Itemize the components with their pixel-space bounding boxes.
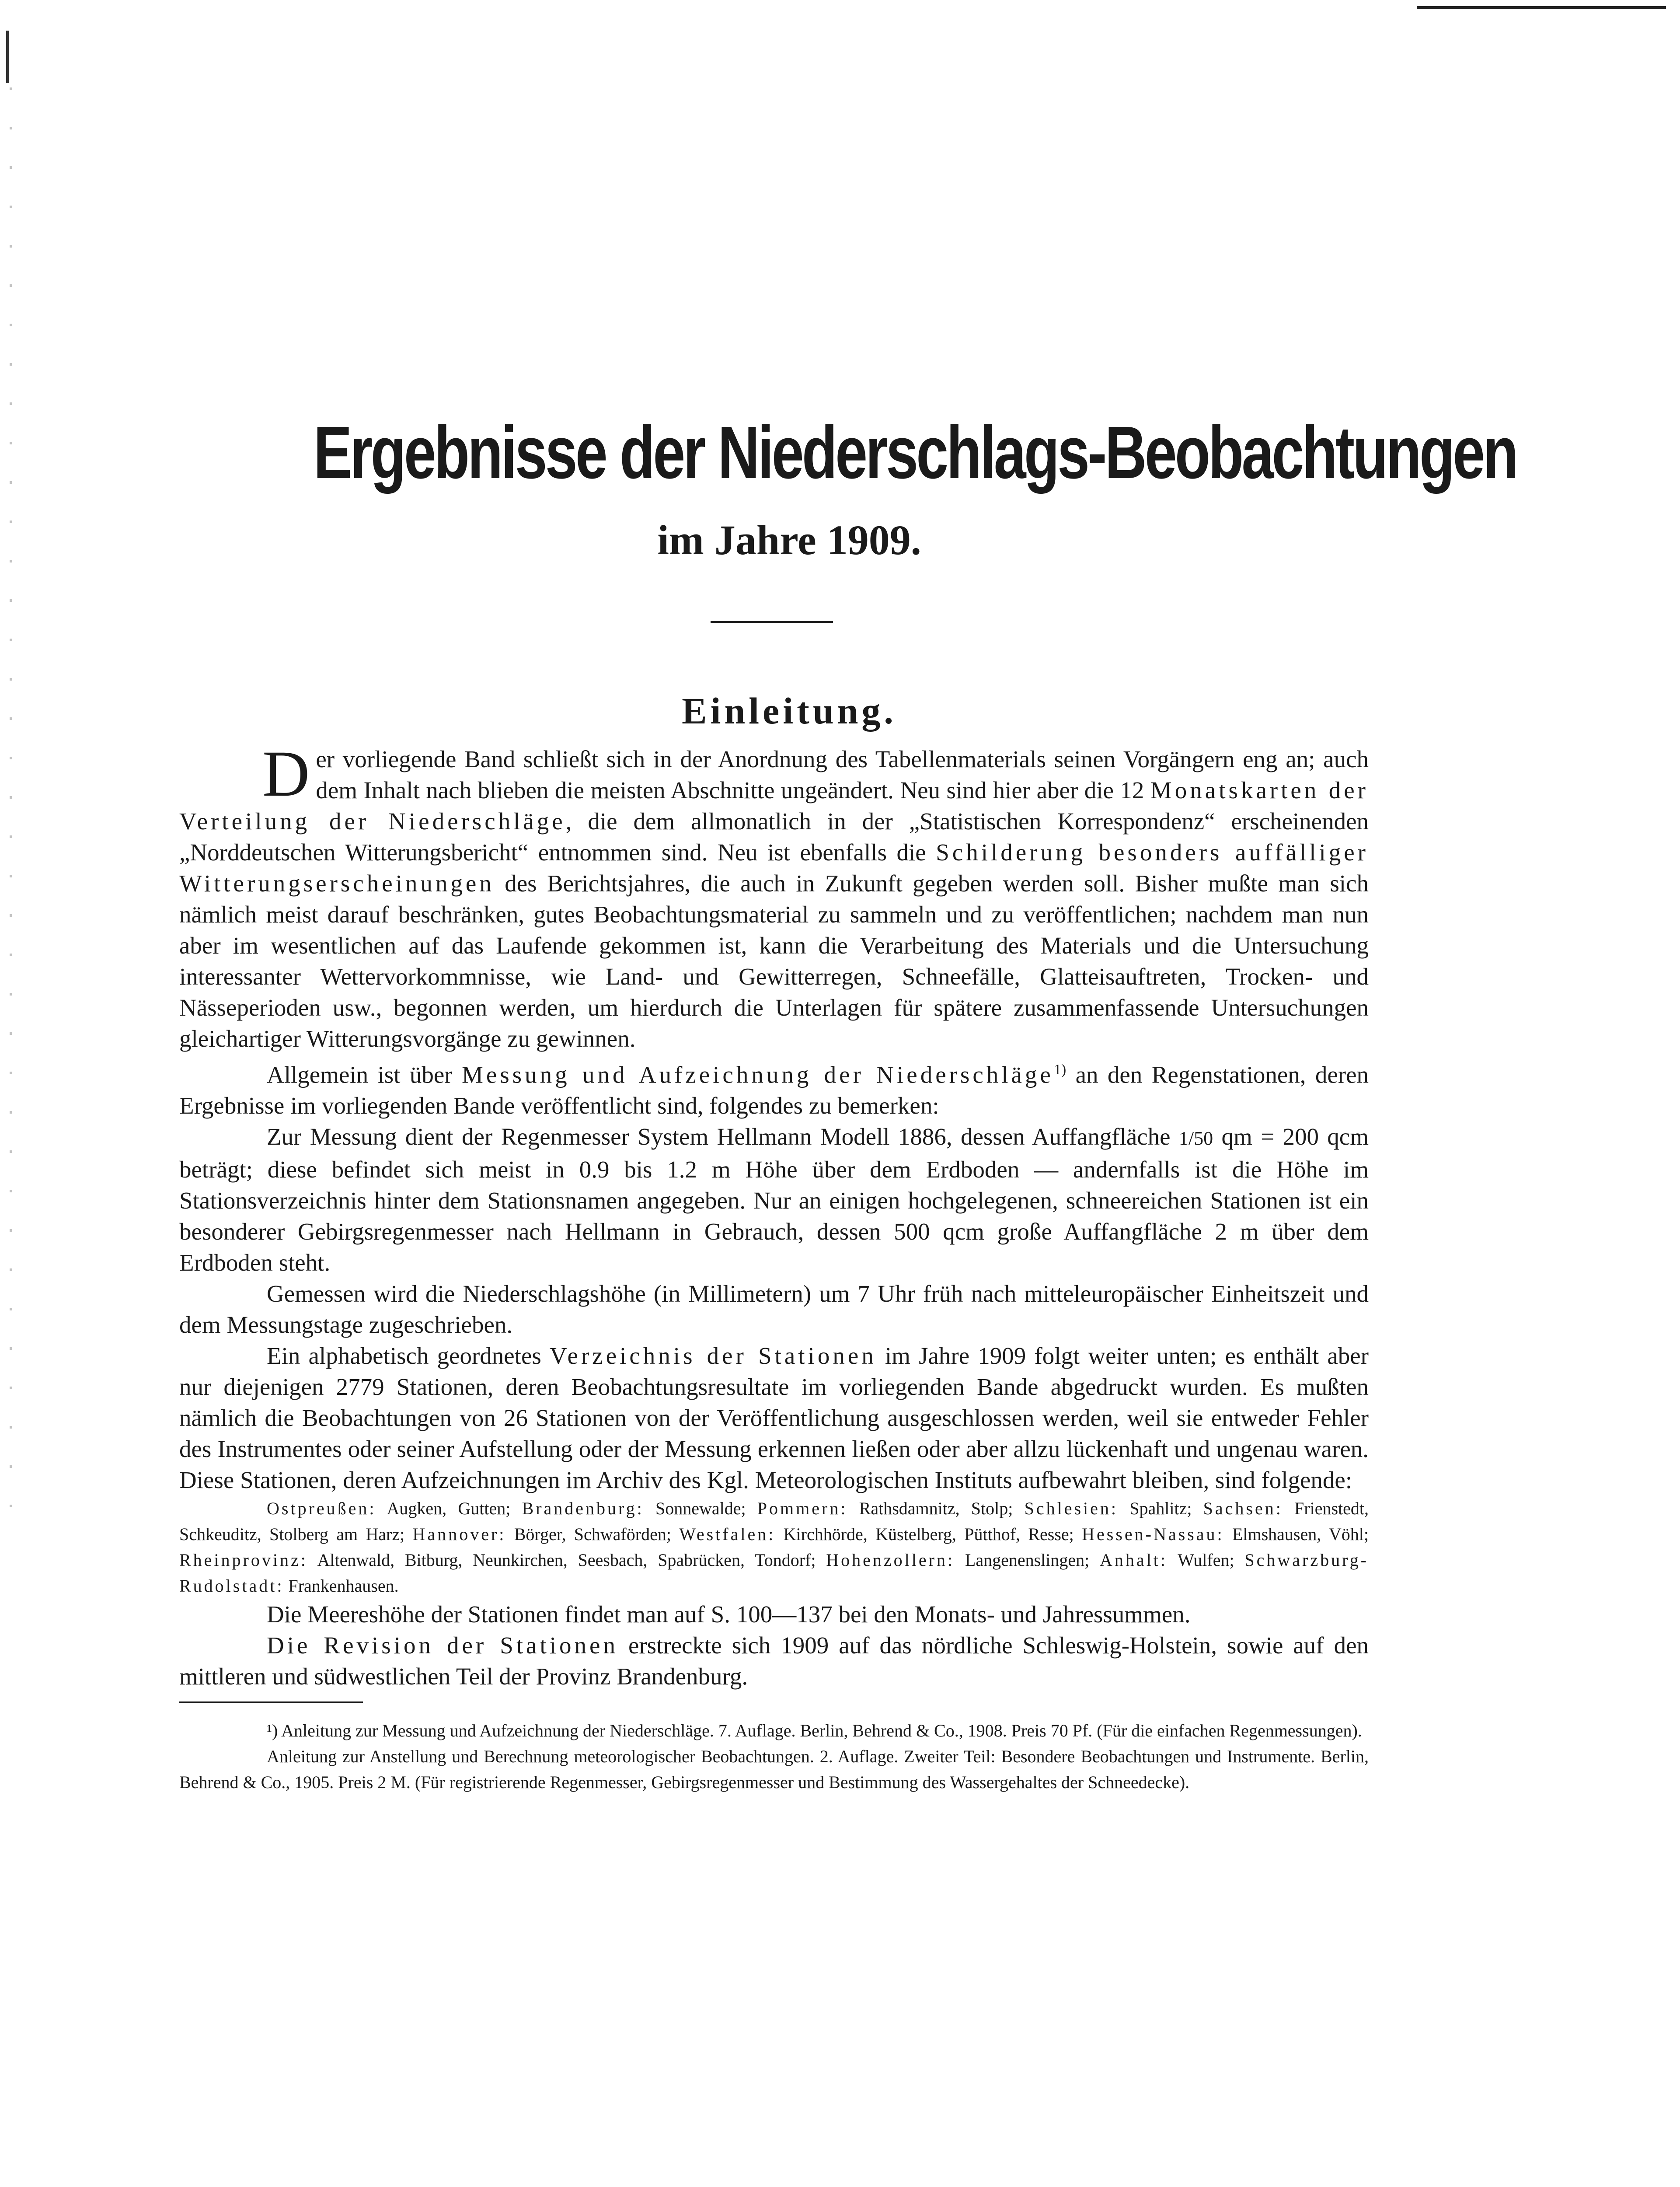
region-stations: Kirchhörde, Küstelberg, Pütthof, Resse; — [775, 1524, 1082, 1544]
region-label: Hessen-Nassau: — [1082, 1524, 1224, 1544]
paragraph-1-text-a: er vorliegende Band schließt sich in der Anordnung des Tabellenmaterials seinen Vorgängern eng an; auch dem Inhalt nach blieben die meisten Abschnitte ungeändert. Neu sind hier aber die 12 — [316, 746, 1369, 804]
paragraph-7 — [179, 1630, 1369, 1692]
emphasis-messung: Messung und Aufzeichnung der Niederschläge — [461, 1061, 1054, 1088]
region-label: Sachsen: — [1203, 1499, 1283, 1519]
region-stations: Rathsdamnitz, Stolp; — [847, 1499, 1025, 1519]
title-divider — [711, 621, 833, 623]
paragraph-6: Die Meereshöhe der Stationen findet man auf S. 100—137 bei den Monats- und Jahressummen. — [267, 1601, 1191, 1628]
paragraph-3-text-a: Zur Messung dient der Regenmesser System Hellmann Modell 1886, dessen Auffangfläche — [267, 1123, 1179, 1150]
fraction-value: 1/50 — [1178, 1128, 1213, 1149]
paragraph-2-text-b: an den Regenstationen, deren Ergebnisse im vorliegenden Bande veröffentlicht sind, folgendes zu bemerken: — [179, 1061, 1369, 1119]
emphasis-verzeichnis: Verzeichnis der Stationen — [549, 1342, 877, 1369]
region-label: Schwarzburg-Rudolstadt: — [179, 1550, 1369, 1596]
region-stations: Elmshausen, Vöhl; — [1224, 1524, 1369, 1544]
region-label: Westfalen: — [679, 1524, 776, 1544]
drop-cap: D — [262, 737, 310, 810]
region-label: Schlesien: — [1024, 1499, 1119, 1519]
region-stations: Langenenslingen; — [955, 1550, 1100, 1570]
region-stations: Spahlitz; — [1118, 1499, 1203, 1519]
page-subtitle: im Jahre 1909. — [657, 517, 921, 563]
region-label: Hannover: — [412, 1524, 506, 1544]
region-label: Hohenzollern: — [826, 1550, 955, 1570]
region-label: Pommern: — [757, 1499, 848, 1519]
paragraph-1 — [179, 737, 1369, 1054]
paragraph-2-text-a: Allgemein ist über — [267, 1061, 462, 1088]
paragraph-5-text-b: im Jahre 1909 folgt weiter unten; es enthält aber nur diejenigen 2779 Stationen, deren Beobachtungsresultate im vorliegenden Bande abgedruckt wurden. Es mußten nämlich die Beobachtungen von 26 Stationen von der Veröffentlichung ausgeschlossen werden, weil sie entweder Fehler des Instrumentes oder seiner Aufstellung oder der Messung erkennen ließen oder aber allzu lückenhaft und ungenau waren. Diese Stationen, deren Aufzeichnungen im Archiv des Kgl. Meteorologischen Instituts aufbewahrt bleiben, sind folgende: — [179, 1342, 1369, 1494]
paragraph-3-text-b: qm = 200 qcm beträgt; diese befindet sich meist in 0.9 bis 1.2 m Höhe über dem Erdboden — andernfalls ist die Höhe im Stationsverzeichnis hinter dem Stationsnamen angegeben. Nur an einigen hochgelegenen, schneereichen Stationen ist ein besonderer Gebirgsregenmesser nach Hellmann in Gebrauch, dessen 500 qcm große Auffangfläche 2 m über dem Erdboden steht. — [179, 1123, 1369, 1276]
paragraph-1-text-b: , die dem allmonatlich in der „Statistischen Korrespondenz“ erscheinenden „Norddeutschen Witterungsbericht“ entnommen sind. Neu ist ebenfalls die — [179, 808, 1369, 866]
footnote-1: ¹) Anleitung zur Messung und Aufzeichnung der Niederschläge. 7. Auflage. Berlin, Behrend & Co., 1908. Preis 70 Pf. (Für die einfachen Regenmessungen). — [267, 1721, 1362, 1741]
region-label: Anhalt: — [1100, 1550, 1168, 1570]
scan-edge-specks — [10, 87, 12, 1531]
paragraph-1-text-c: des Berichtsjahres, die auch in Zukunft gegeben werden soll. Bisher mußte man sich nämlich meist darauf beschränken, gutes Beobachtungsmaterial zu sammeln und zu veröffentlichen; nachdem man nun aber im wesentlichen auf das Laufende gekommen ist, kann die Verarbeitung des Materials und die Untersuchung interessanter Wettervorkommnisse, wie Land- und Gewitterregen, Schneefälle, Glatteisauftreten, Trocken- und Nässeperioden usw., begonnen werden, um hierdurch die Unterlagen für spätere zusammenfassende Untersuchungen gleichartiger Witterungsvorgänge zu gewinnen. — [179, 870, 1369, 1052]
footnote-divider — [179, 1701, 363, 1703]
paragraph-3 — [179, 1121, 1369, 1278]
section-heading: Einleitung. — [682, 690, 897, 732]
region-label: Ostpreußen: — [267, 1499, 376, 1519]
emphasis-schilderung: Schilderung besonders auffälliger Witterungserscheinungen — [179, 839, 1369, 897]
top-edge-rule — [1417, 6, 1666, 9]
region-stations: Augken, Gutten; — [376, 1499, 522, 1519]
paragraph-4: Gemessen wird die Niederschlagshöhe (in Millimetern) um 7 Uhr früh nach mitteleuropäischer Einheitszeit und dem Messungstage zugeschrieben. — [179, 1280, 1369, 1338]
scan-edge-mark — [6, 31, 9, 83]
paragraph-5 — [179, 1340, 1369, 1495]
paragraph-5-text-a: Ein alphabetisch geordnetes — [267, 1342, 550, 1369]
region-stations: Frankenhausen. — [284, 1576, 399, 1596]
region-stations: Frienstedt, Schkeuditz, Stolberg am Harz; — [179, 1499, 1369, 1544]
excluded-stations-list — [179, 1495, 1369, 1599]
region-label: Brandenburg: — [522, 1499, 644, 1519]
paragraph-2 — [179, 1054, 1369, 1121]
page-title: Ergebnisse der Niederschlags-Beobachtungen — [313, 411, 1516, 494]
paragraph-7-text: erstreckte sich 1909 auf das nördliche Schleswig-Holstein, sowie auf den mittleren und südwestlichen Teil der Provinz Brandenburg. — [179, 1632, 1369, 1690]
footnote-2: Anleitung zur Anstellung und Berechnung meteorologischer Beobachtungen. 2. Auflage. Zweiter Teil: Besondere Beobachtungen und Instrumente. Berlin, Behrend & Co., 1905. Preis 2 M. (Für registrierende Regenmesser, Gebirgsregenmesser und Bestimmung des Wassergehaltes der Schneedecke). — [179, 1747, 1369, 1792]
region-stations: Börger, Schwaförden; — [506, 1524, 680, 1544]
emphasis-monatskarten: Monatskarten der Verteilung der Niederschläge — [179, 777, 1369, 835]
body-text — [179, 737, 1369, 1795]
region-stations: Wulfen; — [1168, 1550, 1245, 1570]
emphasis-revision: Die Revision der Stationen — [267, 1632, 618, 1659]
footnote-marker: 1) — [1053, 1062, 1067, 1078]
region-stations: Sonnewalde; — [644, 1499, 757, 1519]
region-label: Rheinprovinz: — [179, 1550, 308, 1570]
region-stations: Altenwald, Bitburg, Neunkirchen, Seesbach, Spabrücken, Tondorf; — [307, 1550, 826, 1570]
